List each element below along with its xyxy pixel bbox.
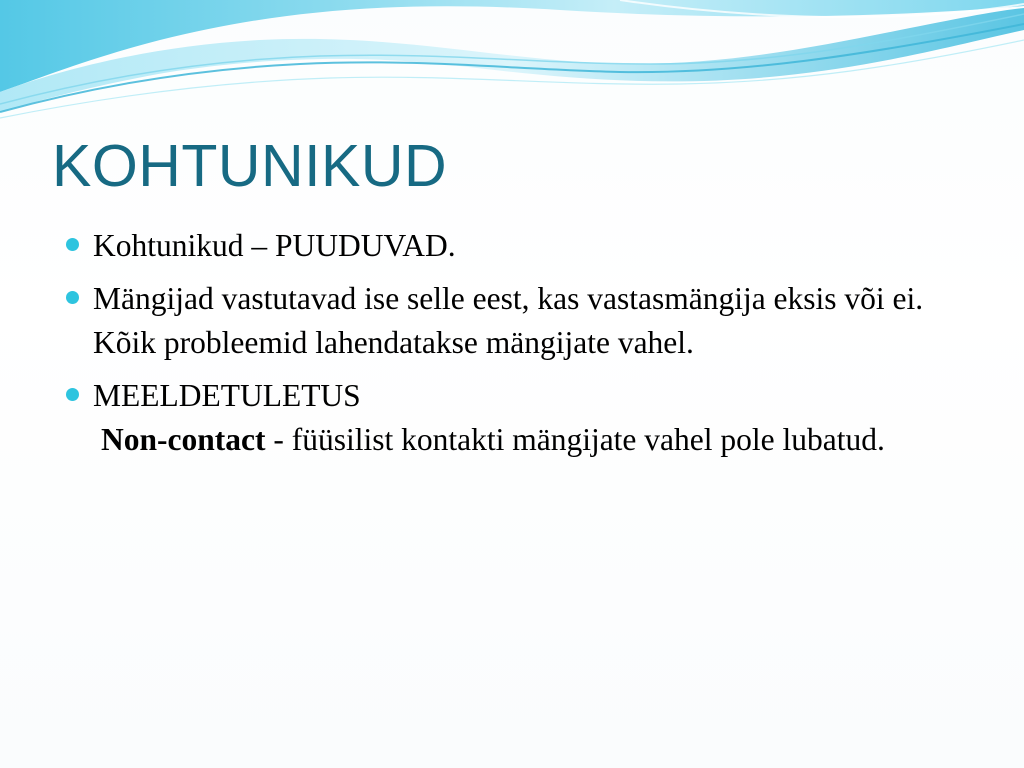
bullet-text: MEELDETULETUS — [93, 378, 361, 413]
wave-decoration — [0, 0, 1024, 130]
bullet-item — [60, 277, 980, 365]
bullet-dot-icon — [66, 388, 79, 401]
bullet-dot-icon — [66, 291, 79, 304]
bullet-item — [60, 224, 980, 268]
bullet-item — [60, 374, 980, 418]
bold-term: Non-contact — [101, 422, 266, 457]
bullet-dot-icon — [66, 238, 79, 251]
continuation-text: - füüsilist kontakti mängijate vahel pole lubatud. — [265, 422, 885, 457]
continuation-paragraph — [60, 418, 980, 462]
bullet-text: Kohtunikud – PUUDUVAD. — [93, 228, 456, 263]
bullet-text: Mängijad vastutavad ise selle eest, kas vastasmängija eksis või ei. Kõik probleemid lahendatakse mängijate vahel. — [93, 281, 924, 360]
slide-title: KOHTUNIKUD — [52, 133, 448, 199]
bullet-list — [60, 224, 980, 462]
